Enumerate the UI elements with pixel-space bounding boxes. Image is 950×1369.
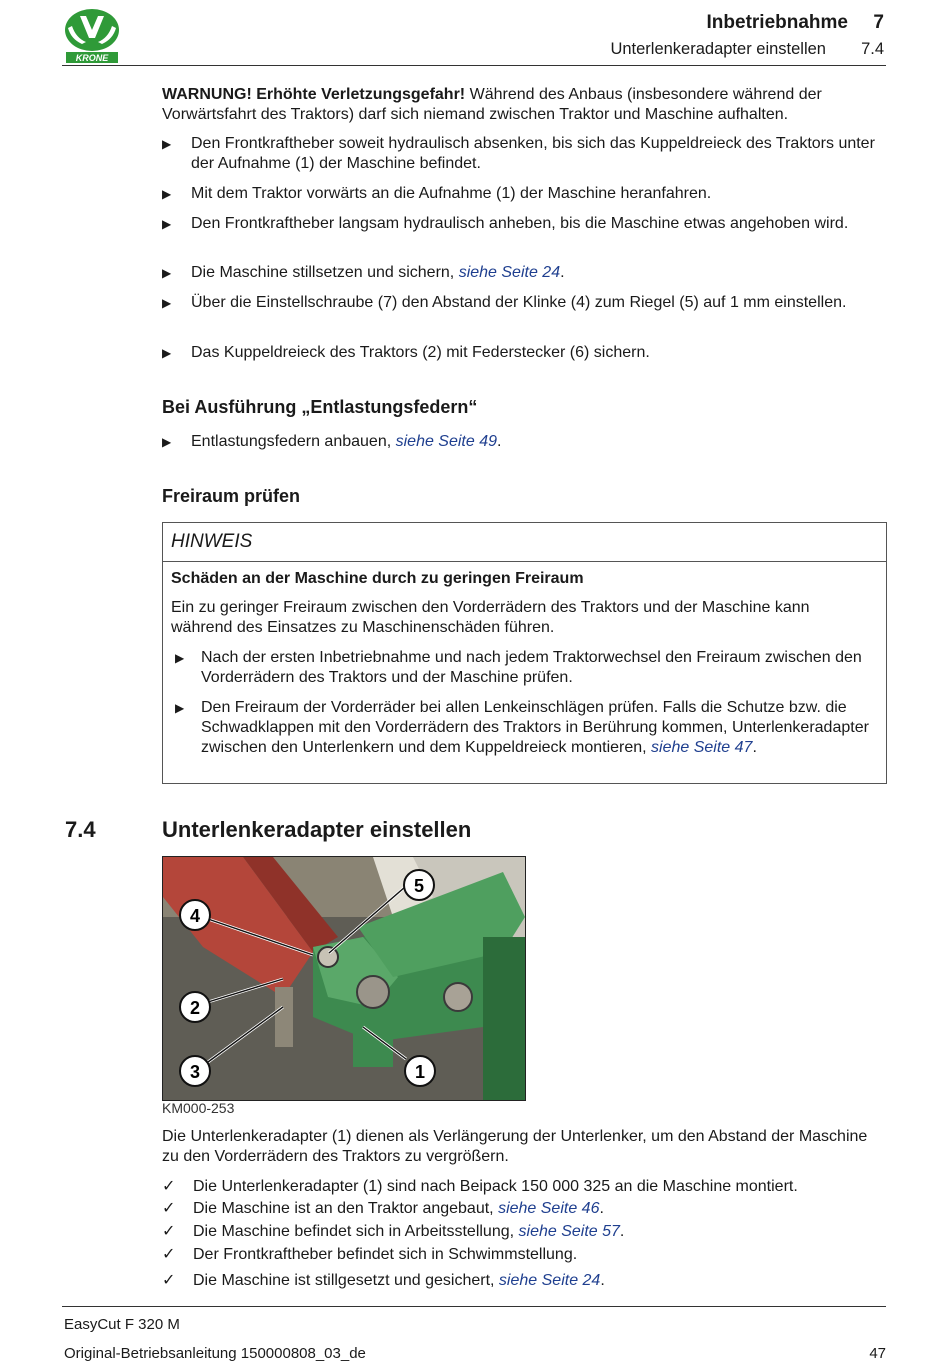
- section-title: Unterlenkeradapter einstellen: [162, 817, 472, 842]
- arrow-bullet-icon: ▶: [162, 266, 172, 280]
- figure-caption: KM000-253: [162, 1100, 235, 1116]
- page-link[interactable]: siehe Seite 47: [651, 739, 753, 756]
- callout-label: 5: [413, 876, 425, 896]
- step-item: ▶ Den Frontkraftheber soweit hydraulisch absenken, bis sich das Kuppeldreieck des Traktors unter der Aufnahme (1) der Maschine befindet.: [162, 135, 875, 172]
- section-number-header: 7.4: [861, 40, 884, 58]
- notice-step: ▶ Nach der ersten Inbetriebnahme und nach jedem Traktorwechsel den Freiraum zwischen den Vorderrädern des Traktors und der Maschine prüfen.: [175, 649, 862, 686]
- page-link[interactable]: siehe Seite 57: [518, 1223, 620, 1240]
- callout-label: 1: [414, 1062, 426, 1082]
- notice-subtitle: Schäden an der Maschine durch zu geringen Freiraum: [171, 570, 584, 587]
- arrow-bullet-icon: ▶: [175, 701, 185, 715]
- arrow-bullet-icon: ▶: [175, 651, 185, 665]
- section-title-header: Unterlenkeradapter einstellen: [610, 40, 826, 58]
- arrow-bullet-icon: ▶: [162, 217, 172, 231]
- step-item: ▶ Mit dem Traktor vorwärts an die Aufnahme (1) der Maschine heranfahren.: [162, 185, 712, 202]
- callout-label: 2: [189, 998, 201, 1018]
- arrow-bullet-icon: ▶: [162, 296, 172, 310]
- adapter-illustration: [163, 857, 525, 1100]
- page-link[interactable]: siehe Seite 24: [498, 1272, 601, 1289]
- arrow-bullet-icon: ▶: [162, 187, 172, 201]
- step-item: ▶ Über die Einstellschraube (7) den Abstand der Klinke (4) zum Riegel (5) auf 1 mm einstellen.: [162, 294, 847, 311]
- precondition-item: ✓ Die Maschine ist an den Traktor angebaut, siehe Seite 46.: [162, 1200, 604, 1217]
- krone-logo: [62, 8, 122, 64]
- notice-text: Ein zu geringer Freiraum zwischen den Vorderrädern des Traktors und der Maschine kann während des Einsatzes zu Maschinenschäden führen.: [171, 599, 810, 636]
- arrow-bullet-icon: ▶: [162, 137, 172, 151]
- notice-box: [162, 522, 887, 784]
- step-item: ▶ Entlastungsfedern anbauen, siehe Seite 49.: [162, 433, 502, 450]
- arrow-bullet-icon: ▶: [162, 435, 172, 449]
- checkmark-icon: ✓: [162, 1178, 176, 1195]
- checkmark-icon: ✓: [162, 1223, 176, 1240]
- checkmark-icon: ✓: [162, 1246, 176, 1263]
- adapter-photo: [162, 856, 526, 1101]
- chapter-number: 7: [873, 12, 884, 33]
- intro-paragraph: Die Unterlenkeradapter (1) dienen als Verlängerung der Unterlenker, um den Abstand der Maschine zu den Vorderrädern des Traktors zu vergrößern.: [162, 1128, 868, 1165]
- precondition-item: ✓ Die Maschine befindet sich in Arbeitsstellung, siehe Seite 57.: [162, 1223, 625, 1240]
- header-divider: [62, 65, 886, 66]
- precondition-item: ✓ Die Maschine ist stillgesetzt und gesichert, siehe Seite 24.: [162, 1272, 605, 1289]
- warning-paragraph: [162, 85, 886, 125]
- precondition-item: ✓ Die Unterlenkeradapter (1) sind nach Beipack 150 000 325 an die Maschine montiert.: [162, 1178, 798, 1195]
- step-item: ▶ Die Maschine stillsetzen und sichern, siehe Seite 24.: [162, 264, 565, 281]
- chapter-title: Inbetriebnahme: [706, 12, 848, 33]
- callout-label: 4: [189, 906, 201, 926]
- page-link[interactable]: siehe Seite 24: [458, 264, 561, 281]
- footer-manual: Original-Betriebsanleitung 150000808_03_de: [64, 1345, 366, 1362]
- notice-title: HINWEIS: [171, 531, 253, 552]
- arrow-bullet-icon: ▶: [162, 346, 172, 360]
- step-item: ▶ Den Frontkraftheber langsam hydraulisch anheben, bis die Maschine etwas angehoben wird.: [162, 215, 849, 232]
- precondition-item: ✓ Der Frontkraftheber befindet sich in Schwimmstellung.: [162, 1246, 578, 1263]
- logo-text: KRONE: [75, 53, 109, 63]
- callout-label: 3: [189, 1062, 201, 1082]
- warning-lead: WARNUNG! Erhöhte Verletzungsgefahr!: [162, 86, 466, 103]
- page-number: 47: [869, 1345, 886, 1362]
- checkmark-icon: ✓: [162, 1200, 176, 1217]
- checkmark-icon: ✓: [162, 1272, 176, 1289]
- footer-model: EasyCut F 320 M: [64, 1316, 180, 1333]
- page-link[interactable]: siehe Seite 46: [498, 1200, 600, 1217]
- section-number: 7.4: [65, 817, 96, 842]
- notice-step: ▶ Den Freiraum der Vorderräder bei allen Lenkeinschlägen prüfen. Falls die Schutze bzw. die Schwadklappen mit den Vorderrädern des Traktors in Berührung kommen, Unterlenkeradapter zwischen den Unterlenkern und dem Kuppeldreieck montieren, siehe Seite 47.: [175, 699, 869, 756]
- warning-text: Während des Anbaus (insbesondere während der Vorwärtsfahrt des Traktors) darf sich niemand zwischen Traktor und Maschine aufhalten.: [162, 86, 822, 123]
- clearance-heading: Freiraum prüfen: [162, 486, 301, 506]
- variant-heading: Bei Ausführung „Entlastungsfedern“: [162, 397, 478, 417]
- step-item: ▶ Das Kuppeldreieck des Traktors (2) mit Federstecker (6) sichern.: [162, 344, 650, 361]
- notice-header: [163, 523, 886, 562]
- footer-divider: [62, 1306, 886, 1307]
- page-link[interactable]: siehe Seite 49: [395, 433, 498, 450]
